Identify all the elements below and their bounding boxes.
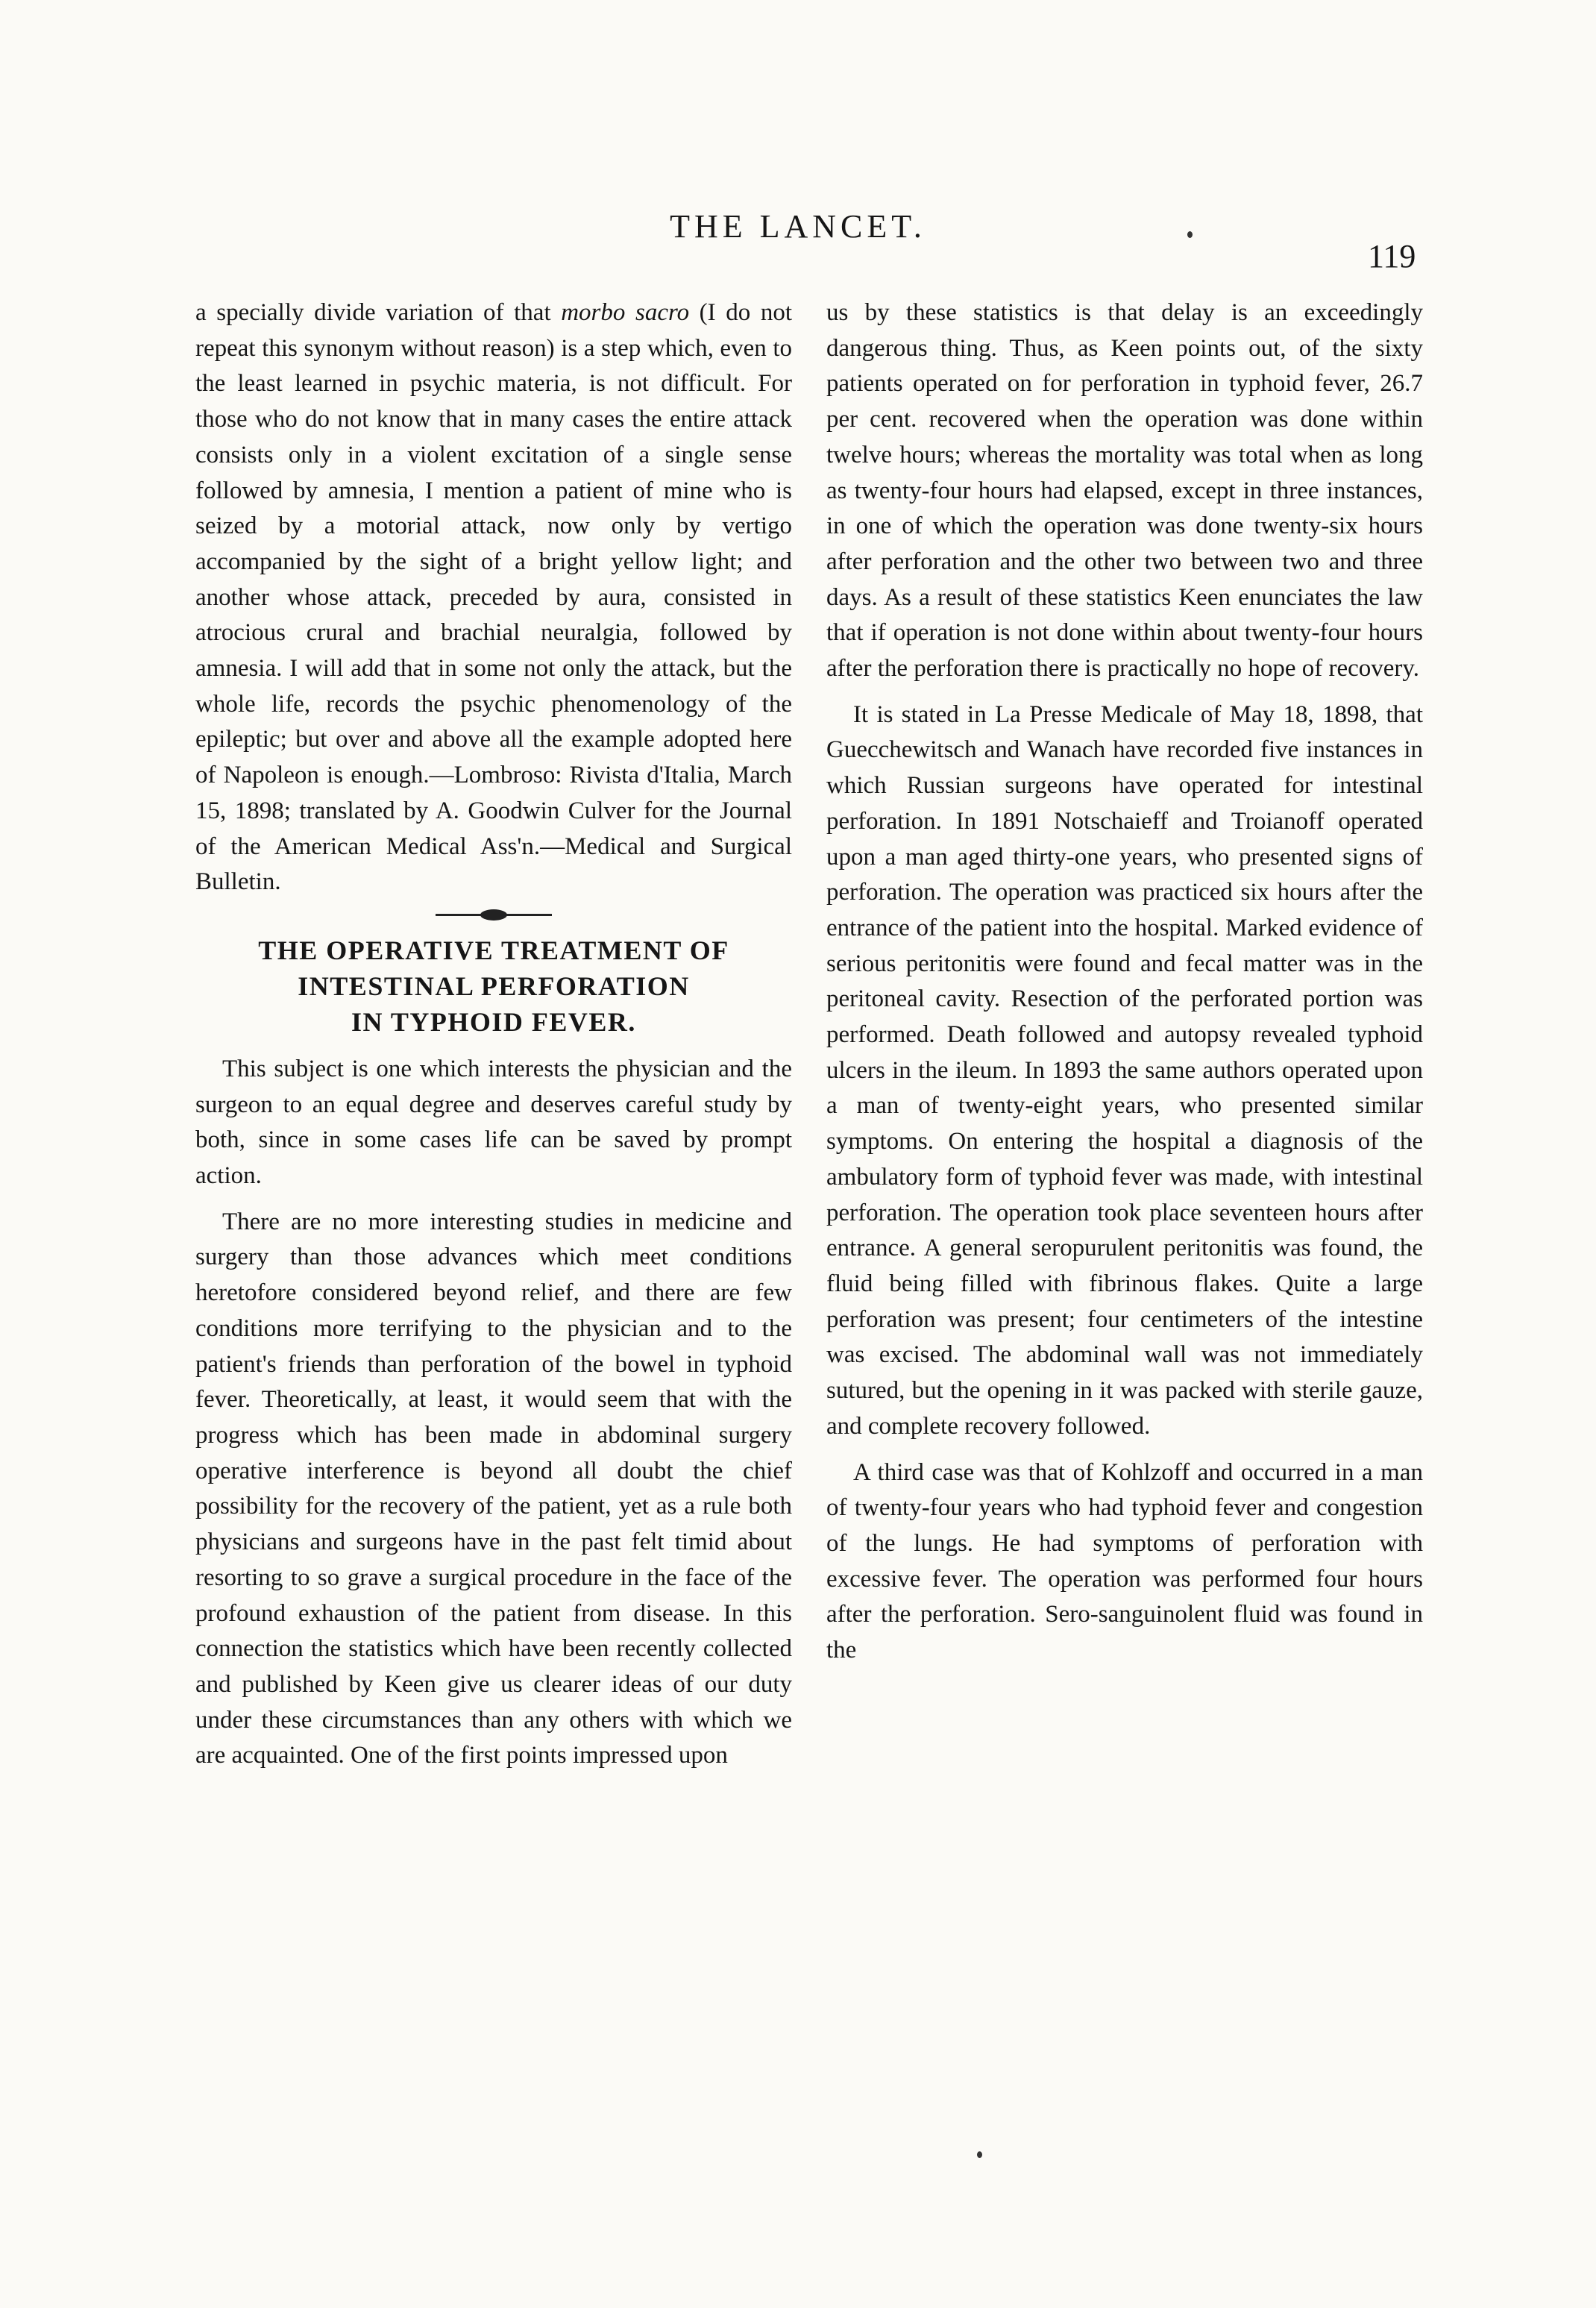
section-title-line: THE OPERATIVE TREATMENT OF xyxy=(258,935,729,965)
body-paragraph: There are no more interesting studies in medicine and surgery than those advances which meet conditions heretofore considered beyond relief, and there are few conditions more terrifying to the physician and to the patient's friends than perforation of the bowel in typhoid fever. Theoretically, at least, it would seem that with the progress which has been made in abdominal surgery operative interference is beyond all doubt the chief possibility for the recovery of the patient, yet as a rule both physicians and surgeons have in the past felt timid about resorting to so grave a surgical procedure in the face of the profound exhaustion of the patient from disease. In this connection the statistics which have been recently collected and published by Keen give us clearer ideas of our duty under these circumstances than any others with which we are acquainted. One of the first points impressed upon xyxy=(195,1208,792,1769)
section-title-line: IN TYPHOID FEVER. xyxy=(351,1006,636,1037)
print-speck xyxy=(977,2151,982,2158)
left-column xyxy=(195,295,792,1774)
third-case-paragraph: A third case was that of Kohlzoff and occurred in a man of twenty-four years who had typhoid fever and congestion of the lungs. He had symptoms of perforation with excessive fever. The operation was performed four hours after the perforation. Sero-sanguinolent fluid was found in the xyxy=(826,1458,1423,1664)
russian-cases-paragraph: It is stated in La Presse Medicale of May 18, 1898, that Guecchewitsch and Wanach have recorded five instances in which Russian surgeons have operated for intestinal perforation. In 1891 Notschaieff and Troianoff operated upon a man aged thirty-one years, who presented signs of perforation. The operation was practiced six hours after the entrance of the patient into the hospital. Marked evidence of serious peritonitis were found and fecal matter was in the peritoneal cavity. Resection of the perforated portion was performed. Death followed and autopsy revealed typhoid ulcers in the ileum. In 1893 the same authors operated upon a man of twenty-eight years, who presented similar symptoms. On entering the hospital a diagnosis of the ambulatory form of typhoid fever was made, with intestinal perforation. The operation took place seventeen hours after entrance. A general seropurulent peritonitis was found, the fluid being filled with fibrinous flakes. Quite a large perforation was present; four centimeters of the intestine was excised. The abdominal wall was not immediately sutured, but the opening in it was packed with sterile gauze, and complete recovery followed. xyxy=(826,700,1423,1440)
print-speck xyxy=(1187,231,1193,238)
section-title-line: INTESTINAL PERFORATION xyxy=(298,970,690,1001)
italic-term: morbo sacro xyxy=(561,299,690,326)
text-run: (I do not repeat this synonym without reason) is a step which, even to the least learned in psychic materia, is not difficult. For those who do not know that in many cases the entire attack consists only in a violent excitation of a single sense followed by amnesia, I mention a patient of mine who is seized by a motorial attack, now only by vertigo accompanied by the sight of a bright yellow light; and another whose attack, preceded by aura, consisted in atrocious crural and brachial neuralgia, followed by amnesia. I will add that in some not only the attack, but the whole life, records the psychic phenomenology of the epileptic; but over and above all the example adopted here of Napoleon is enough.—Lombroso: Rivista d'Italia, March 15, 1898; translated by A. Goodwin Culver for the Journal of the American Medical Ass'n.—Medical and Surgical Bulletin. xyxy=(195,299,793,896)
intro-paragraph: This subject is one which interests the physician and the surgeon to an equal degree and deserves careful study by both, since in some cases life can be saved by prompt action. xyxy=(195,1055,792,1190)
section-divider xyxy=(436,914,552,916)
running-title: THE LANCET. xyxy=(670,208,926,245)
page-number: 119 xyxy=(1368,238,1416,275)
section-title xyxy=(195,932,792,1040)
text-run: a specially divide variation of that xyxy=(195,299,562,326)
statistics-paragraph: us by these statistics is that delay is an exceedingly dangerous thing. Thus, as Keen points out, of the sixty patients operated on for perforation in typhoid fever, 26.7 per cent. recovered when the operation was done within twelve hours; whereas the mortality was total when as long as twenty-four hours had elapsed, except in three instances, in one of which the operation was done twenty-six hours after perforation and the other two between two and three days. As a result of these statistics Keen enunciates the law that if operation is not done within about twenty-four hours after the perforation there is practically no hope of recovery. xyxy=(826,299,1423,683)
epilepsy-paragraph xyxy=(195,295,792,900)
right-column xyxy=(826,295,1423,1669)
